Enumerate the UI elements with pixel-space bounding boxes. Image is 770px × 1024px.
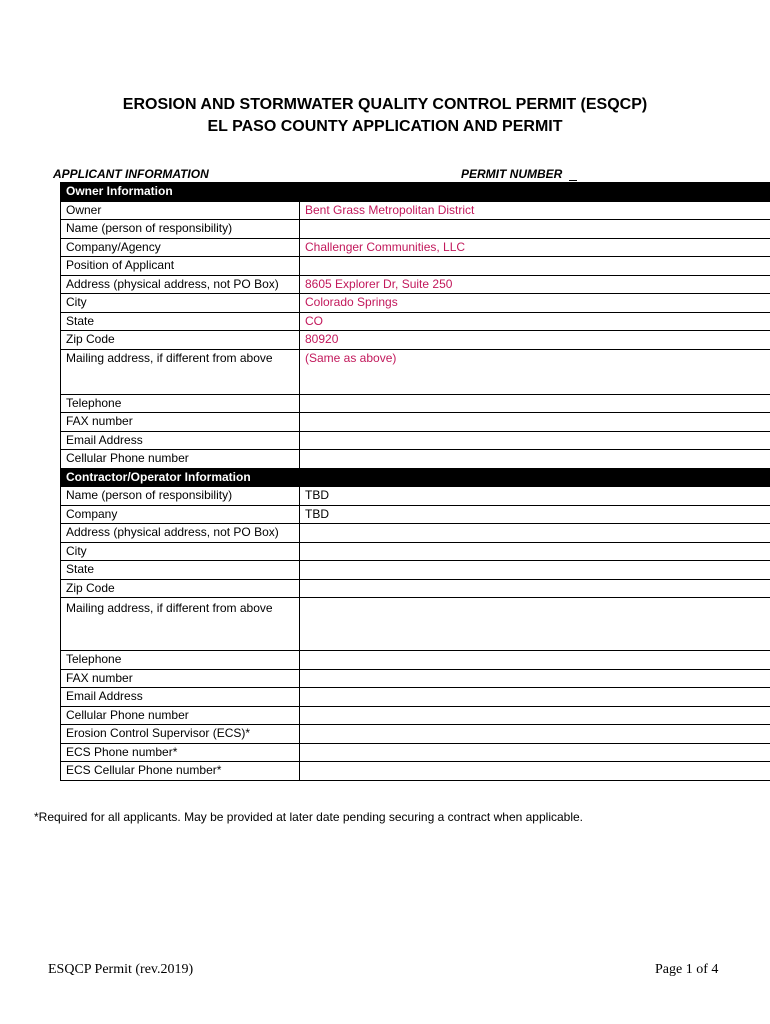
owner-name-value[interactable]	[300, 220, 770, 239]
permit-number-field[interactable]	[569, 180, 577, 181]
contractor-telephone-value[interactable]	[300, 651, 770, 670]
page-number: Page 1 of 4	[655, 962, 719, 977]
document-subtitle: EL PASO COUNTY APPLICATION AND PERMIT	[207, 118, 563, 135]
field-label: Telephone	[61, 651, 300, 670]
contractor-company-value[interactable]: TBD	[300, 505, 770, 524]
field-label: Mailing address, if different from above	[61, 598, 300, 651]
contractor-address-value[interactable]	[300, 524, 770, 543]
field-label: Address (physical address, not PO Box)	[61, 275, 300, 294]
contractor-state-value[interactable]	[300, 561, 770, 580]
field-label: Mailing address, if different from above	[61, 349, 300, 394]
field-label: Zip Code	[61, 579, 300, 598]
field-label: FAX number	[61, 669, 300, 688]
field-label: State	[61, 561, 300, 580]
owner-fax-value[interactable]	[300, 413, 770, 432]
contractor-zip-value[interactable]	[300, 579, 770, 598]
document-title: EROSION AND STORMWATER QUALITY CONTROL PERMIT (ESQCP)	[122, 96, 648, 113]
field-label: FAX number	[61, 413, 300, 432]
field-label: Name (person of responsibility)	[61, 220, 300, 239]
footer-revision: ESQCP Permit (rev.2019)	[48, 962, 194, 977]
ecs-value[interactable]	[300, 725, 770, 744]
owner-state-value[interactable]: CO	[300, 312, 770, 331]
contractor-mailing-value[interactable]	[300, 598, 770, 651]
contractor-fax-value[interactable]	[300, 669, 770, 688]
field-label: ECS Cellular Phone number*	[61, 762, 300, 781]
field-label: Zip Code	[61, 331, 300, 350]
owner-address-value[interactable]: 8605 Explorer Dr, Suite 250	[300, 275, 770, 294]
field-label: ECS Phone number*	[61, 743, 300, 762]
field-label: Company/Agency	[61, 238, 300, 257]
owner-position-value[interactable]	[300, 257, 770, 276]
contractor-section-header: Contractor/Operator Information	[61, 468, 300, 487]
owner-email-value[interactable]	[300, 431, 770, 450]
applicant-form-table	[60, 182, 770, 781]
contractor-city-value[interactable]	[300, 542, 770, 561]
required-footnote: *Required for all applicants. May be provided at later date pending securing a contract when applicable.	[34, 810, 583, 824]
owner-company-value[interactable]: Challenger Communities, LLC	[300, 238, 770, 257]
field-label: Erosion Control Supervisor (ECS)*	[61, 725, 300, 744]
field-label: Owner	[61, 201, 300, 220]
owner-city-value[interactable]: Colorado Springs	[300, 294, 770, 313]
field-label: Cellular Phone number	[61, 450, 300, 469]
field-label: Cellular Phone number	[61, 706, 300, 725]
field-label: Name (person of responsibility)	[61, 487, 300, 506]
owner-mailing-value[interactable]: (Same as above)	[300, 349, 770, 394]
field-label: Company	[61, 505, 300, 524]
contractor-cell-value[interactable]	[300, 706, 770, 725]
owner-telephone-value[interactable]	[300, 394, 770, 413]
field-label: City	[61, 542, 300, 561]
field-label: City	[61, 294, 300, 313]
field-label: Position of Applicant	[61, 257, 300, 276]
owner-section-header: Owner Information	[61, 183, 300, 202]
field-label: Email Address	[61, 431, 300, 450]
field-label: Telephone	[61, 394, 300, 413]
field-label: Address (physical address, not PO Box)	[61, 524, 300, 543]
field-label: State	[61, 312, 300, 331]
ecs-cell-value[interactable]	[300, 762, 770, 781]
ecs-phone-value[interactable]	[300, 743, 770, 762]
owner-cell-value[interactable]	[300, 450, 770, 469]
applicant-information-label: APPLICANT INFORMATION	[53, 167, 209, 181]
permit-number-label: PERMIT NUMBER	[461, 167, 563, 181]
contractor-name-value[interactable]: TBD	[300, 487, 770, 506]
owner-value[interactable]: Bent Grass Metropolitan District	[300, 201, 770, 220]
owner-zip-value[interactable]: 80920	[300, 331, 770, 350]
field-label: Email Address	[61, 688, 300, 707]
contractor-email-value[interactable]	[300, 688, 770, 707]
